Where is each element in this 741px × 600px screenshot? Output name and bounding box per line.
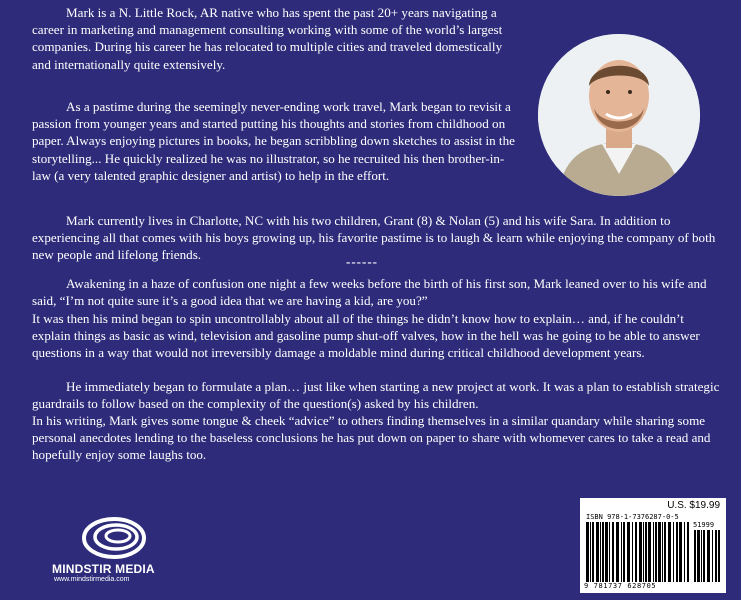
blurb-paragraph-4: In his writing, Mark gives some tongue & cheek “advice” to others finding themselves in a similar quandary while sharing some personal anecdotes lending to the baseless conclusions he has put down on paper to share with whomever cares to take a read and hopefully enjoy some laughs too.	[32, 413, 711, 463]
publisher-name: MINDSTIR MEDIA	[52, 562, 155, 576]
bio-paragraph-3: Mark currently lives in Charlotte, NC with his two children, Grant (8) & Nolan (5) and his wife Sara. In addition to experiencing all that comes with his boys growing up, his favorite pastime is to laugh & learn while enjoying the company of both new people and lifelong friends.	[32, 213, 716, 263]
publisher-url: www.mindstirmedia.com	[54, 576, 130, 583]
blurb-paragraph-3: He immediately began to formulate a plan… just like when starting a new project at work. It was a plan to establish strategic guardrails to follow based on the complexity of the question(s) asked by his children.	[32, 379, 720, 412]
blurb-paragraph-2: It was then his mind began to spin uncontrollably about all of the things he didn’t know how to explain… and, if he couldn’t explain things as basic as wind, television and gasoline pump shut-off valves, how in the hell was he going to be able to answer questions in a way that would not irreversibly damage a moldable mind during critical childhood development years.	[32, 311, 700, 361]
barcode-main	[586, 522, 690, 582]
isbn-label: ISBN 978-1-7376287-0-5	[586, 513, 679, 521]
blurb-paragraph-1: Awakening in a haze of confusion one night a few weeks before the birth of his first son, Mark leaned over to his wife and said, “I’m not quite sure it’s a good idea that we are having a kid, are you?”	[32, 276, 707, 309]
barcode-addon	[694, 530, 720, 582]
bio-paragraph-2: As a pastime during the seemingly never-ending work travel, Mark began to revisit a passion from younger years and started putting his thoughts and stories from childhood on paper. Always enjoying pictures in books, he began scribbling down sketches to assist in the storytelling... He quickly realized he was no illustrator, so he recruited his then brother-in-law (a very talented graphic designer and artist) to help in the effort.	[32, 99, 515, 183]
barcode-box	[580, 498, 726, 593]
bio-paragraph-1: Mark is a N. Little Rock, AR native who has spent the past 20+ years navigating a career in marketing and management consulting working with some of the world’s largest companies. During his career he has relocated to multiple cities and traveled domestically and internationally quite extensively.	[32, 5, 503, 72]
section-separator: ------	[346, 254, 378, 269]
author-photo	[538, 34, 700, 196]
addon-code: 51999	[693, 521, 715, 529]
ean-number: 9 781737 628705	[584, 582, 657, 590]
price-label: U.S. $19.99	[667, 500, 720, 511]
